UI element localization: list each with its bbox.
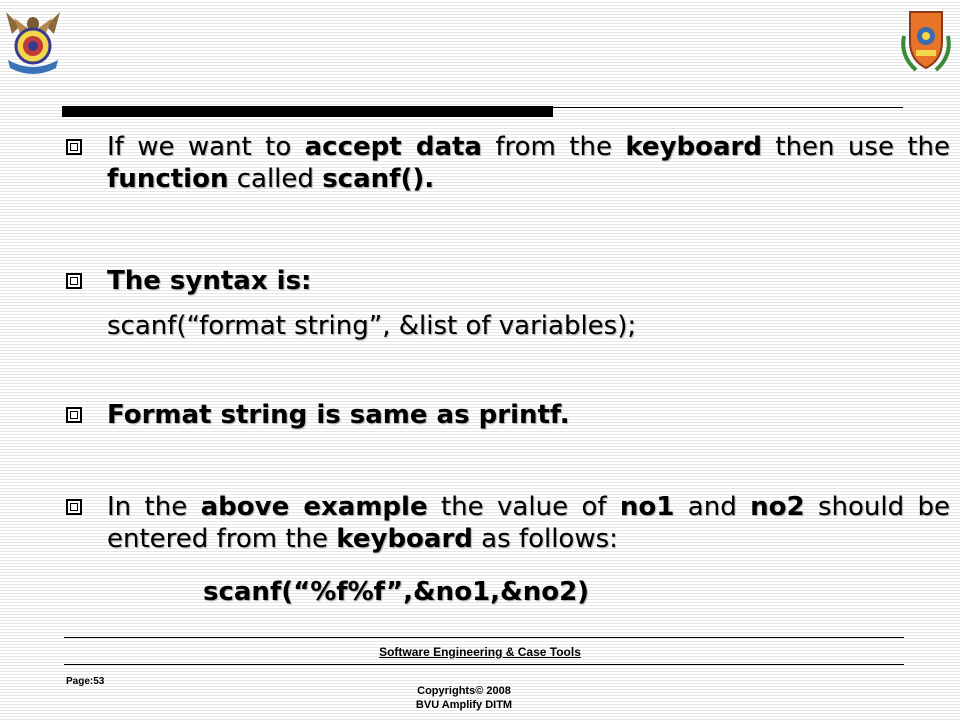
footer-rule-top: [64, 637, 904, 638]
bold-text: Format string is same as printf.: [107, 400, 570, 430]
syntax-line: scanf(“format string”, &list of variables);: [107, 311, 637, 341]
example-line: scanf(“%f%f”,&no1,&no2): [203, 577, 590, 607]
bullet-text: [107, 131, 950, 195]
bold-text: scanf().: [322, 164, 435, 194]
text-run: as follows:: [472, 524, 618, 554]
copyright-block: [0, 684, 928, 712]
bold-text: above example: [200, 492, 428, 522]
bullet-item-syntax: [66, 265, 950, 297]
square-bullet-icon: [66, 139, 82, 155]
bullet-text: [107, 491, 950, 555]
copyright-text: Copyrights© 2008: [417, 685, 511, 697]
text-run: If we want to: [107, 132, 305, 162]
university-crest-icon: [896, 6, 956, 76]
bold-text: no1: [619, 492, 675, 522]
square-bullet-icon: [66, 273, 82, 289]
organization-text: BVU Amplify DITM: [415, 699, 513, 711]
eagle-emblem-icon: [2, 4, 64, 76]
text-run: the value of: [427, 492, 620, 522]
bullet-item-scanf-intro: [66, 131, 950, 195]
bold-text: no2: [750, 492, 805, 522]
title-bar-thick: [62, 106, 553, 117]
bullet-text: [107, 265, 950, 297]
title-bar-thin: [553, 107, 903, 108]
text-run: and: [674, 492, 751, 522]
bullet-text: [107, 399, 950, 431]
square-bullet-icon: [66, 407, 82, 423]
bold-text: keyboard: [336, 524, 473, 554]
bold-text: keyboard: [625, 132, 762, 162]
text-run: called: [228, 164, 323, 194]
page-number: Page:53: [66, 676, 105, 687]
text-run: should be entered from the: [107, 492, 950, 554]
footer-title: Software Engineering & Case Tools: [379, 645, 581, 659]
bullet-item-format-string: [66, 399, 950, 431]
text-run: In the: [107, 492, 201, 522]
bold-text: accept data: [304, 132, 482, 162]
bullet-item-example: [66, 491, 950, 555]
bold-text: The syntax is:: [107, 266, 312, 296]
text-run: then use the: [761, 132, 950, 162]
bold-text: function: [107, 164, 229, 194]
text-run: from the: [481, 132, 626, 162]
footer-rule-bottom: [64, 664, 904, 665]
square-bullet-icon: [66, 499, 82, 515]
